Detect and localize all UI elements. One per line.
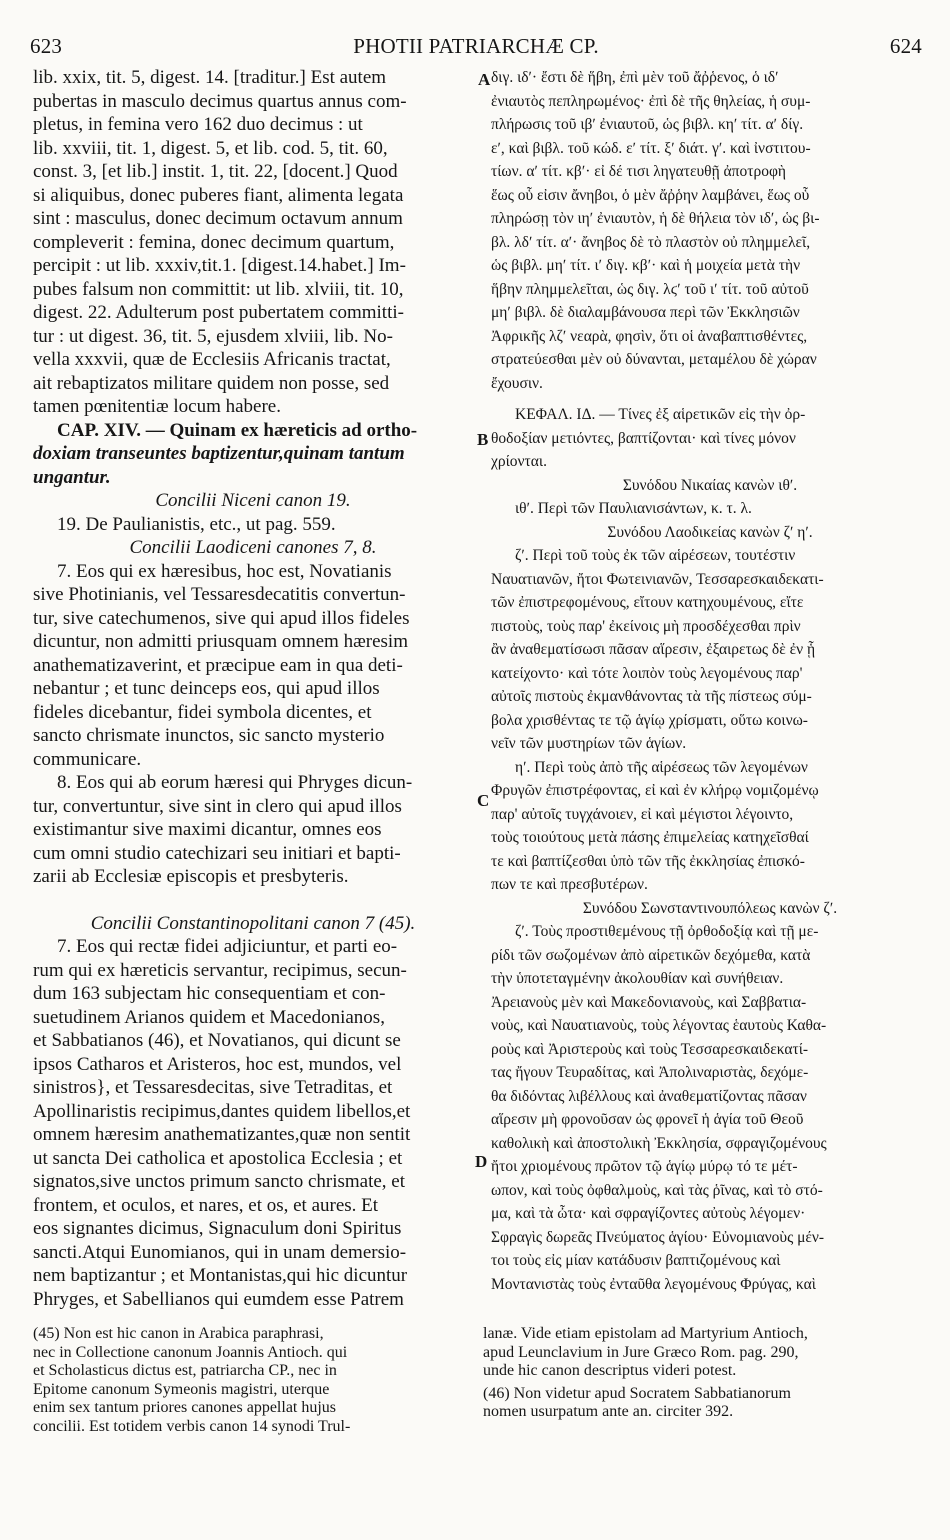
text-line: κατείχοντο· καὶ τότε λοιπὸν τοὺς λεγομένους παρ' xyxy=(491,664,803,682)
text-line: ἔχουσιν. xyxy=(491,374,543,392)
text-line: fideles dicebantur, fidei symbola dicentes, et xyxy=(33,701,372,723)
page-number-left: 623 xyxy=(30,34,63,58)
text-line: χρίονται. xyxy=(491,453,547,470)
text-line: pubes falsum non committit: ut lib. xlviii, tit. 10, xyxy=(33,278,404,300)
text-line: si aliquibus, donec puberes fiant, alimenta legata xyxy=(33,184,404,206)
margin-letter-c: C xyxy=(477,791,490,810)
latin-canon-8 xyxy=(33,771,473,889)
text-line: lib. xxix, tit. 5, digest. 14. [traditur.] Est autem xyxy=(33,67,387,88)
text-line: ζʹ. Τοὺς προστιθεμένους τῇ ὀρθοδοξίᾳ καὶ τῇ με- xyxy=(515,923,819,940)
text-line: eos signantes dicimus, Signaculum doni Spiritus xyxy=(33,1218,402,1239)
text-line: frontem, et oculos, et nares, et os, et aures. Et xyxy=(33,1194,379,1216)
text-line: omnem hæresim anathematizantes,quæ non sentit xyxy=(33,1124,411,1145)
greek-canon-7 xyxy=(491,544,929,756)
text-line: sint : masculus, donec decimum octavum annum xyxy=(33,208,403,229)
text-line: ηʹ. Περὶ τοὺς ἀπὸ τῆς αἱρέσεως τῶν λεγομένων xyxy=(515,758,808,776)
text-line: τῶν ἐπιστρεφομένους, εἴτουν κατηχουμένους, εἴτε xyxy=(491,594,804,611)
text-line: ὡς βιβλ. μηʹ τίτ. ιʹ διγ. κβʹ· καὶ ἡ μοιχεία μετὰ τὴν xyxy=(491,257,801,274)
section-title: Συνόδου Νικαίας κανὼν ιθʹ. xyxy=(622,476,798,494)
text-line: ἐνιαυτὸς πεπληρωμένος· ἐπὶ δὲ τῆς θηλείας, ἡ συμ- xyxy=(491,92,811,110)
section-title: Concilii Laodiceni canones 7, 8. xyxy=(129,537,377,558)
running-title: PHOTII PATRIARCHÆ CP. xyxy=(353,34,599,58)
text-line: CAP. XIV. — Quinam ex hæreticis ad ortho- xyxy=(57,419,418,441)
section-title: Συνόδου Λαοδικείας κανὼν ζʹ ηʹ. xyxy=(607,523,813,541)
margin-letter-d: D xyxy=(475,1152,488,1171)
latin-paragraph xyxy=(33,66,473,419)
greek-column xyxy=(491,66,929,1296)
text-line: ungantur. xyxy=(33,466,111,488)
text-line: μα, καὶ τὰ ὦτα· καὶ σφραγίζοντες αὐτοὺς λέγομεν· xyxy=(491,1205,806,1222)
text-line: ut sancta Dei catholica et apostolica Ecclesia ; et xyxy=(33,1147,403,1169)
footnote-line: et Scholasticus dictus est, patriarcha CP., nec in xyxy=(33,1362,337,1380)
text-line: tur : ut digest. 36, tit. 5, ejusdem xlviii, lib. No- xyxy=(33,325,393,347)
text-line: Ἀφρικῆς λζʹ νεαρὰ, φησὶν, ὅτι οἱ ἀναβαπτισθέντες, xyxy=(491,327,808,345)
text-line: rum qui ex hæreticis servantur, recipimus, secun- xyxy=(33,959,407,981)
text-line: καθολικὴ καὶ ἀποστολικὴ Ἐκκλησία, σφραγιζομένους xyxy=(491,1134,827,1152)
text-line: nebantur ; et tunc deinceps eos, qui apud illos xyxy=(33,678,380,699)
greek-constantinople-canon xyxy=(491,920,929,1296)
text-line: ΚΕΦΑΛ. ΙΔ. — Τίνες ἐξ αἱρετικῶν εἰς τὴν ὀρ- xyxy=(515,406,806,423)
page-header xyxy=(30,34,922,64)
text-line: ait rebaptizatos militare quidem non posse, sed xyxy=(33,372,390,394)
text-line: percipit : ut lib. xxxiv,tit.1. [digest.14.habet.] Im- xyxy=(33,255,406,276)
text-line: existimantur sive maximi dicantur, omnes eos xyxy=(33,819,382,840)
text-line: παρ' αὐτοῖς τυγχάνοιεν, εἰ καὶ μέγιστοι λέγοιντο, xyxy=(491,805,794,823)
text-line: zarii ab Ecclesiæ episcopis et presbyteris. xyxy=(33,866,349,887)
text-line: doxiam transeuntes baptizentur,quinam tantum xyxy=(33,443,405,464)
text-line: ιθʹ. Περὶ τῶν Παυλιανισάντων, κ. τ. λ. xyxy=(515,500,752,517)
text-line: πλήρωσις τοῦ ιβʹ ἐνιαυτοῦ, ὡς βιβλ. κηʹ τίτ. αʹ δίγ. xyxy=(491,116,804,133)
text-line: compleverit : femina, donec decimum quartum, xyxy=(33,231,395,253)
text-line: ἥβην πλημμελεῖται, ὡς διγ. λϛʹ τοῦ ιʹ τίτ. τοῦ αὐτοῦ xyxy=(491,280,809,298)
section-title: Concilii Niceni canon 19. xyxy=(155,490,351,511)
footnotes-right xyxy=(483,1325,923,1422)
text-line: νοὺς, καὶ Ναυατιανοὺς, τοὺς λέγοντας ἑαυτοὺς Καθα- xyxy=(491,1017,827,1034)
footnotes-left xyxy=(33,1325,473,1437)
text-line: ἕως οὗ εἰσιν ἄνηβοι, ὁ μὲν ἄῤῥην λαμβάνει, ἕως οὗ xyxy=(491,186,810,204)
text-line: πληρώσῃ τὸν ιηʹ ἐνιαυτὸν, ἡ δὲ θήλεια τὸν ιδʹ, ὡς βι- xyxy=(491,210,820,227)
text-line: βολα χρισθέντας τε τῷ ἁγίῳ χρίσματι, οὕτω κοινω- xyxy=(491,711,808,729)
text-line: Phryges, et Sabellianos qui eumdem esse Patrem xyxy=(33,1288,404,1310)
footnote-line: lanæ. Vide etiam epistolam ad Martyrium Antioch, xyxy=(483,1325,808,1342)
text-line: ἤτοι χριομένους πρῶτον τῷ ἁγίῳ μύρῳ τό τε μέτ- xyxy=(491,1158,798,1175)
text-line: sancti.Atqui Eunomianos, qui in unam demersio- xyxy=(33,1241,407,1263)
text-line: digest. 22. Adulterum post pubertatem committi- xyxy=(33,302,404,323)
text-line: τε καὶ βαπτίζεσθαι ὑπὸ τῶν τῆς ἐκκλησίας ἐπισκό- xyxy=(491,852,805,870)
text-line: Σφραγὶς δωρεᾶς Πνεύματος ἁγίου· Εὐνομιανοὺς μέν- xyxy=(491,1228,825,1246)
footnote-line: (45) Non est hic canon in Arabica paraphrasi, xyxy=(33,1325,324,1342)
text-line: dum 163 subjectam hic consequentiam et con- xyxy=(33,983,386,1004)
text-line: lib. xxviii, tit. 1, digest. 5, et lib. cod. 5, tit. 60, xyxy=(33,137,388,159)
text-line: tur, convertuntur, sive sint in clero qui apud illos xyxy=(33,795,402,817)
text-line: pletus, in femina vero 162 duo decimus : ut xyxy=(33,114,363,135)
greek-paragraph xyxy=(491,66,929,395)
text-line: cum omni studio catechizari seu initiari et bapti- xyxy=(33,842,401,864)
chapter-heading xyxy=(33,419,473,490)
text-line: τας ἤγουν Τευραδίτας, καὶ Ἀπολιναριστὰς, δεχόμε- xyxy=(491,1064,809,1081)
text-line: Φρυγῶν ἐπιστρέφοντας, εἰ καὶ ἐν κλήρῳ νομιζομένῳ xyxy=(491,782,819,799)
text-line: pubertas in masculo decimus quartus annus com- xyxy=(33,90,407,112)
text-line: communicare. xyxy=(33,748,142,770)
text-line: εʹ, καὶ βιβλ. τοῦ κώδ. εʹ τίτ. ξʹ διάτ. γʹ. καὶ ἰνστιτου- xyxy=(491,139,811,157)
text-line: Μοντανιστὰς τοὺς ἐνταῦθα λεγομένους Φρύγας, καὶ xyxy=(491,1275,816,1293)
text-line: tamen pœnitentiæ locum habere. xyxy=(33,396,281,417)
text-line: Ἀρειανοὺς μὲν καὶ Μακεδονιανοὺς, καὶ Σαββατια- xyxy=(491,993,807,1011)
text-line: αἵρεσιν μὴ φρονοῦσαν ὡς φρονεῖ ἡ ἁγία τοῦ Θεοῦ xyxy=(491,1111,804,1128)
text-line: anathematizaverint, et præcipue eam in qua deti- xyxy=(33,654,403,676)
footnote-line: apud Leunclavium in Jure Græco Rom. pag. 290, xyxy=(483,1343,799,1361)
text-line: dicuntur, non admitti priusquam omnem hæresim xyxy=(33,631,408,652)
text-line: ζʹ. Περὶ τοῦ τοὺς ἐκ τῶν αἱρέσεων, τουτέστιν xyxy=(515,547,796,564)
text-line: τοι τοὺς εἰς μίαν κατάδυσιν βαπτιζομένους καὶ xyxy=(491,1252,781,1269)
text-line: 8. Eos qui ab eorum hæresi qui Phryges dicun- xyxy=(57,772,413,793)
text-line: sinistros}, et Tessaresdecitas, sive Tetraditas, et xyxy=(33,1077,393,1098)
text-line: vella xxxvii, quæ de Ecclesiis Africanis tractat, xyxy=(33,349,391,370)
text-line: const. 3, [et lib.] instit. 1, tit. 22, [docent.] Quod xyxy=(33,161,398,182)
footnote-line: concilii. Est totidem verbis canon 14 synodi Trul- xyxy=(33,1417,351,1435)
text-line: sive Photinianis, vel Tessaresdecatitis convertun- xyxy=(33,584,406,605)
text-line: τὴν ὑποτεταγμένην ἀκολουθίαν καὶ συνήθειαν. xyxy=(491,970,784,987)
footnote-line: nomen usurpatum ante an. circiter 392. xyxy=(483,1403,734,1421)
latin-canon-7 xyxy=(33,560,473,772)
text-line: τοὺς τοιούτους μετὰ πάσης ἐπιμελείας κατηχεῖσθαί xyxy=(491,829,809,846)
text-line: nem baptizantur ; et Montanistas,qui hic dicuntur xyxy=(33,1265,408,1286)
chapter-heading-greek xyxy=(491,403,929,474)
text-line: 19. De Paulianistis, etc., ut pag. 559. xyxy=(57,513,336,535)
greek-canon-8 xyxy=(491,756,929,897)
text-line: sancto chrismate inunctos, sic sancto mysterio xyxy=(33,725,385,746)
text-line: θα διδόντας λιβέλλους καὶ ἀναθεματίζοντας πᾶσαν xyxy=(491,1087,807,1105)
text-line: signatos,sive unctos primum sancto chrismate, et xyxy=(33,1171,406,1192)
margin-letter-a: A xyxy=(478,70,491,89)
section-title: Concilii Constantinopolitani canon 7 (45). xyxy=(90,912,416,934)
text-line: ἂν ἀναθεματίσωσι πᾶσαν αἵρεσιν, ἐξαιρετως δὲ ἐν ᾗ xyxy=(491,641,816,658)
text-line: πιστοὺς, τοὺς παρ' ἐκείνοις μὴ προσδέχεσθαι πρὶν xyxy=(491,617,801,635)
footnote-line: (46) Non videtur apud Socratem Sabbatianorum xyxy=(483,1384,791,1402)
text-line: 7. Eos qui ex hæresibus, hoc est, Novatianis xyxy=(57,560,392,582)
text-line: αὐτοῖς πιστοὺς ἐκμανθάνοντας τὰ τῆς πίστεως σύμ- xyxy=(491,688,812,705)
text-line: ωπον, καὶ τοὺς ὀφθαλμοὺς, καὶ τὰς ῥῖνας, καὶ τὸ στό- xyxy=(491,1181,823,1199)
text-line: μηʹ βιβλ. δὲ διαλαμβάνουσα περὶ τῶν Ἐκκλησιῶν xyxy=(491,304,800,321)
margin-letter-b: B xyxy=(477,430,489,449)
text-line: et Sabbatianos (46), et Novatianos, qui dicunt se xyxy=(33,1030,401,1051)
text-line: νεῖν τῶν μυστηρίων τῶν ἁγίων. xyxy=(491,735,687,752)
page-number-right: 624 xyxy=(889,34,922,58)
text-line: Apollinaristis recipimus,dantes quidem libellos,et xyxy=(33,1100,411,1122)
text-line: τίων. αʹ τίτ. κβʹ· εἰ δέ τισι ληγατευθῇ ἀποτροφὴ xyxy=(491,163,787,180)
text-line: διγ. ιδʹ· ἔστι δὲ ἥβη, ἐπὶ μὲν τοῦ ἄῤῥενος, ὁ ιδʹ xyxy=(491,69,779,86)
footnote-line: unde hic canon descriptus videri potest. xyxy=(483,1362,737,1380)
text-line: tur, sive catechumenos, sive qui apud illos fideles xyxy=(33,607,410,629)
footnote-line: enim sex tantum priores canones appellat hujus xyxy=(33,1399,337,1417)
text-line: ipsos Catharos et Aristeros, hoc est, mundos, vel xyxy=(33,1053,402,1075)
latin-constantinople-canon xyxy=(33,935,473,1311)
text-line: suetudinem Arianos quidem et Macedonianos, xyxy=(33,1006,385,1028)
text-line: ρίδι τῶν σωζομένων ἀπὸ αἱρετικῶν δεχόμεθα, κατὰ xyxy=(491,946,811,964)
text-line: ροὺς καὶ Ἀριστεροὺς καὶ τοὺς Τεσσαρεσκαιδεκατί- xyxy=(491,1040,809,1058)
text-line: Ναυατιανῶν, ἤτοι Φωτεινιανῶν, Τεσσαρεσκαιδεκατι- xyxy=(491,570,824,588)
footnote-line: Epitome canonum Symeonis magistri, uterque xyxy=(33,1380,330,1398)
text-line: πων τε καὶ πρεσβυτέρων. xyxy=(491,876,648,893)
footnote-line: nec in Collectione canonum Joannis Antioch. qui xyxy=(33,1343,348,1361)
text-line: στρατεύεσθαι μὲν οὐ δύνανται, μεταμέλου δὲ χώραν xyxy=(491,351,817,368)
text-line: βλ. λδʹ τίτ. αʹ· ἄνηβος δὲ τὸ πλαστὸν οὐ πλημμελεῖ, xyxy=(491,233,811,251)
latin-column xyxy=(33,66,473,1311)
text-line: θοδοξίαν μετιόντες, βαπτίζονται· καὶ τίνες μόνον xyxy=(491,429,796,447)
section-title: Συνόδου Σωνσταντινουπόλεως κανὼν ζʹ. xyxy=(582,899,838,917)
text-line: 7. Eos qui rectæ fidei adjiciuntur, et parti eo- xyxy=(57,936,398,957)
